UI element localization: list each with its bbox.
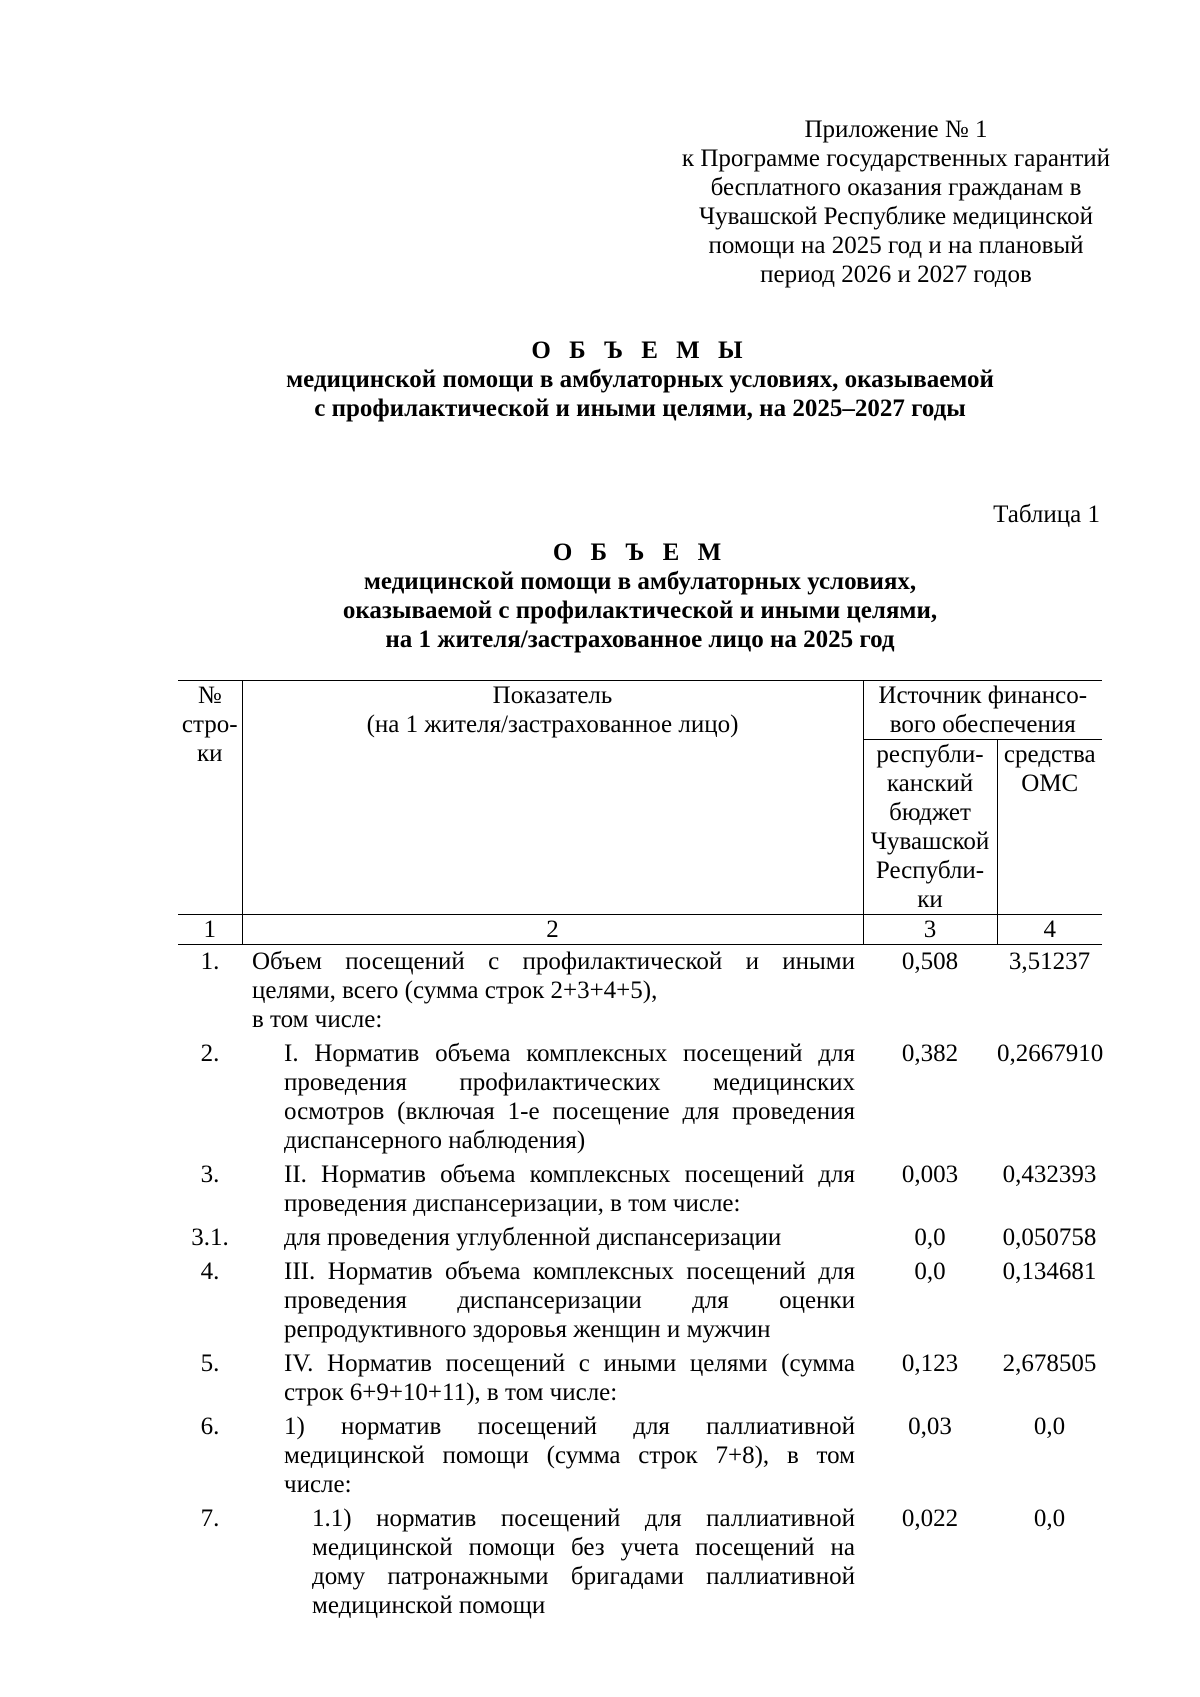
row-oms-value: 0,0 <box>1033 1505 1066 1532</box>
table-title <box>180 538 1100 654</box>
row-oms-value: 3,51237 <box>1008 948 1091 975</box>
header-row-number: № стро- ки <box>178 681 242 915</box>
table-title-line: на 1 жителя/застрахованное лицо на 2025 год <box>385 626 895 653</box>
row-indicator-text: Объем посещений с профилактической и иными целями, всего (сумма строк 2+3+4+5), <box>252 948 855 1004</box>
row-number: 7. <box>200 1505 220 1532</box>
row-number: 3. <box>200 1161 220 1188</box>
row-oms-value: 2,678505 <box>1002 1350 1097 1377</box>
table-title-line: медицинской помощи в амбулаторных условиях, <box>363 568 917 595</box>
row-oms-value: 0,432393 <box>1002 1161 1097 1188</box>
row-indicator: для проведения углубленной диспансеризации <box>284 1224 782 1251</box>
column-number: 1 <box>178 915 242 945</box>
table-row <box>178 1037 1102 1158</box>
row-number: 3.1. <box>191 1224 229 1251</box>
header-oms-funds: средства ОМС <box>997 740 1102 915</box>
row-number: 6. <box>200 1413 220 1440</box>
main-title-line: с профилактической и иными целями, на 2025–2027 годы <box>314 395 966 422</box>
table-row <box>178 1221 1102 1255</box>
appendix-line: бесплатного оказания гражданам в <box>710 174 1082 201</box>
table-row <box>178 1158 1102 1221</box>
row-number: 4. <box>200 1258 220 1285</box>
row-number: 2. <box>200 1040 220 1067</box>
row-budget-value: 0,123 <box>901 1350 959 1377</box>
row-oms-value: 0,050758 <box>1002 1224 1097 1251</box>
appendix-line: Чувашской Республике медицинской <box>698 203 1094 230</box>
table-row <box>178 1255 1102 1347</box>
volumes-table <box>178 680 1102 1623</box>
column-number: 2 <box>242 915 863 945</box>
row-number: 5. <box>200 1350 220 1377</box>
main-title-line: медицинской помощи в амбулаторных условиях, оказываемой <box>286 366 994 393</box>
table-row <box>178 945 1102 1038</box>
row-budget-value: 0,382 <box>901 1040 959 1067</box>
appendix-line: период 2026 и 2027 годов <box>760 261 1032 288</box>
table-row <box>178 1347 1102 1410</box>
main-title <box>180 336 1100 423</box>
row-budget-value: 0,03 <box>908 1413 952 1440</box>
row-budget-value: 0,0 <box>914 1258 946 1285</box>
header-republic-budget: республи- канский бюджет Чувашской Республи- ки <box>863 740 997 915</box>
row-indicator: I. Норматив объема комплексных посещений для проведения профилактических медицинских осмотров (включая 1-е посещение для проведения диспансерного наблюдения) <box>284 1040 855 1154</box>
appendix-line: к Программе государственных гарантий <box>681 145 1111 172</box>
appendix-note <box>650 115 1142 289</box>
appendix-line: Приложение № 1 <box>804 116 988 143</box>
table-row <box>178 1410 1102 1502</box>
header-indicator: Показатель (на 1 жителя/застрахованное лицо) <box>242 681 863 915</box>
column-number: 4 <box>997 915 1102 945</box>
row-indicator: IV. Норматив посещений с иными целями (сумма строк 6+9+10+11), в том числе: <box>284 1350 855 1406</box>
row-oms-value: 0,0 <box>1033 1413 1066 1440</box>
main-title-heading: О Б Ъ Е М Ы <box>531 337 749 364</box>
header-funding-source: Источник финансо- вого обеспечения <box>863 681 1102 740</box>
row-budget-value: 0,508 <box>901 948 959 975</box>
table-title-heading: О Б Ъ Е М <box>552 539 728 566</box>
row-budget-value: 0,003 <box>901 1161 959 1188</box>
row-indicator: III. Норматив объема комплексных посещений для проведения диспансеризации для оценки репродуктивного здоровья женщин и мужчин <box>284 1258 855 1343</box>
table-title-line: оказываемой с профилактической и иными целями, <box>342 597 938 624</box>
column-number: 3 <box>863 915 997 945</box>
row-budget-value: 0,022 <box>901 1505 959 1532</box>
row-indicator-subtext: в том числе: <box>252 1006 383 1033</box>
table-label: Таблица 1 <box>993 501 1100 528</box>
appendix-line: помощи на 2025 год и на плановый <box>708 232 1084 259</box>
table-row <box>178 1502 1102 1623</box>
row-oms-value: 0,2667910 <box>997 1040 1104 1067</box>
row-indicator: II. Норматив объема комплексных посещений для проведения диспансеризации, в том числе: <box>284 1161 855 1217</box>
row-indicator: 1.1) норматив посещений для паллиативной медицинской помощи без учета посещений на дому патронажными бригадами паллиативной медицинской помощи <box>312 1505 855 1619</box>
row-budget-value: 0,0 <box>914 1224 946 1251</box>
row-indicator: 1) норматив посещений для паллиативной медицинской помощи (сумма строк 7+8), в том числе: <box>284 1413 855 1498</box>
row-number: 1. <box>200 948 220 975</box>
row-indicator <box>242 945 863 1038</box>
row-oms-value: 0,134681 <box>1002 1258 1097 1285</box>
